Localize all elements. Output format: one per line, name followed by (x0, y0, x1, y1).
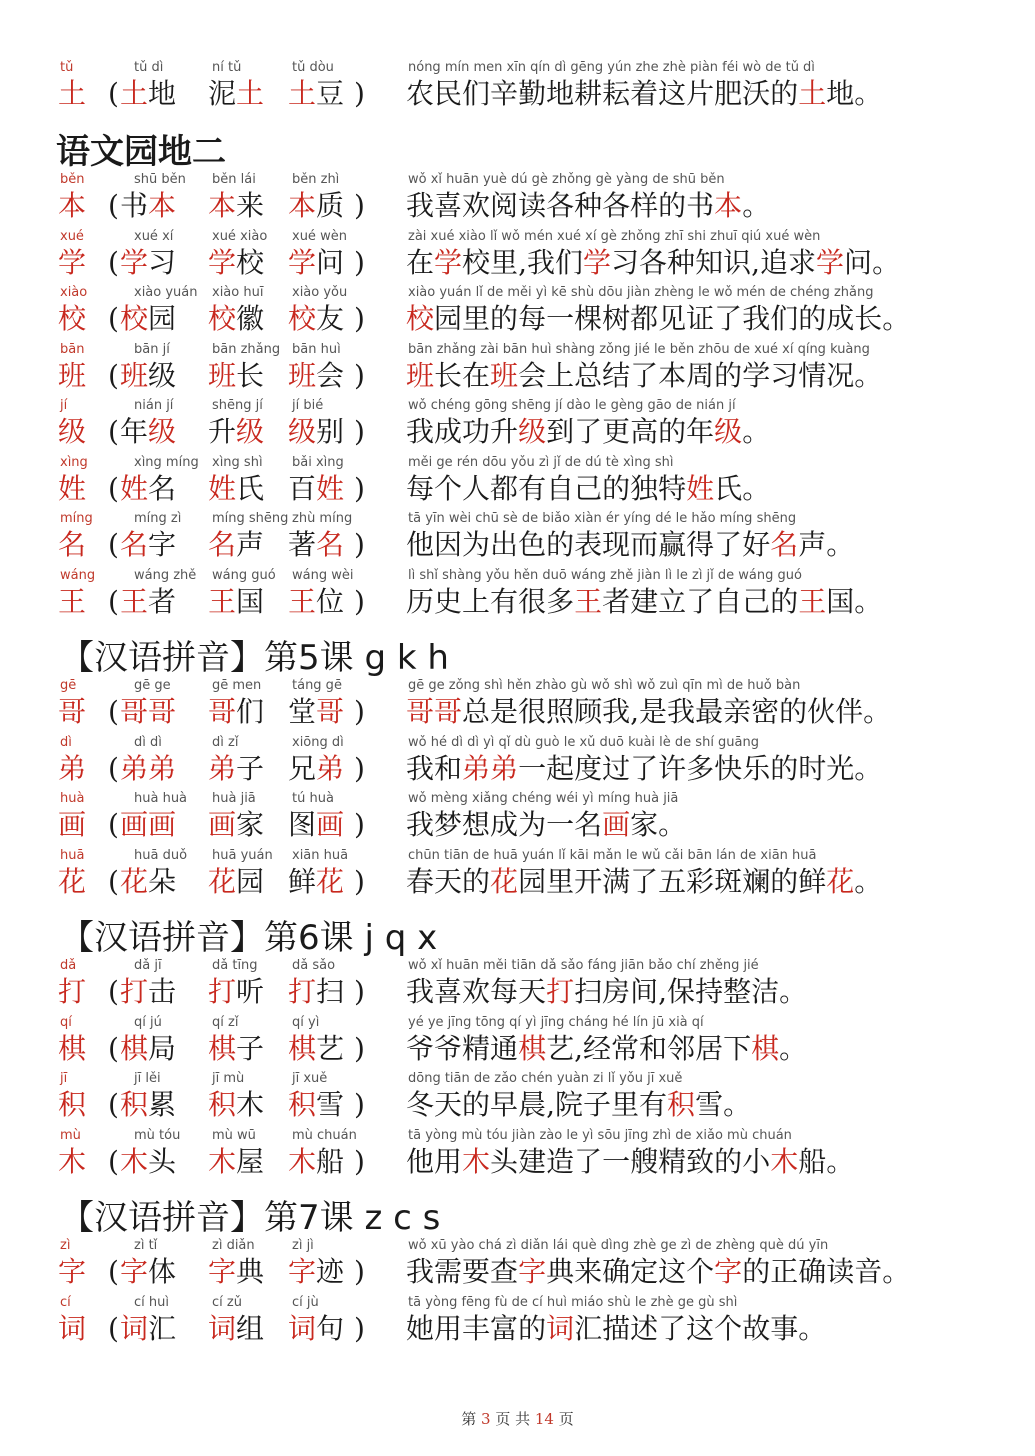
entry-row (56, 1295, 1016, 1351)
word-pinyin: bǎi xìng (292, 454, 344, 470)
word: 王国 (208, 584, 265, 618)
paren-open: ( (108, 751, 119, 785)
word-pinyin: xiào huī (212, 285, 264, 300)
entry-row (56, 229, 1016, 285)
paren-close: ) (354, 528, 365, 561)
word: 鲜花 (288, 864, 345, 898)
char-pinyin: dì (60, 734, 72, 750)
paren-open: ( (108, 1144, 119, 1178)
word-pinyin: huà huà (134, 791, 188, 806)
entry-row (56, 60, 1016, 116)
word: 百姓 (288, 471, 345, 505)
word: 积木 (208, 1088, 265, 1121)
word: 校园 (120, 302, 177, 335)
word: 打扫 (288, 975, 345, 1008)
sentence-pinyin: bān zhǎng zài bān huì shàng zǒng jié le běn zhōu de xué xí qíng kuàng (408, 341, 870, 357)
focus-character: 棋 (58, 1031, 87, 1065)
example-sentence: 爷爷精通棋艺,经常和邻居下棋。 (406, 1031, 808, 1065)
word: 土地 (120, 77, 177, 110)
example-sentence: 冬天的早晨,院子里有积雪。 (406, 1088, 752, 1121)
word-pinyin: bān jí (134, 341, 170, 357)
entry-row (56, 1238, 1016, 1294)
word-pinyin: jī mù (212, 1071, 245, 1086)
word-pinyin: xiào yǒu (292, 285, 348, 300)
word: 木头 (120, 1144, 177, 1178)
word: 字迹 (288, 1255, 345, 1288)
entry-row (56, 568, 1016, 624)
footer-suffix: 页 (558, 1410, 574, 1428)
word-pinyin: xìng míng (134, 454, 199, 470)
word: 班长 (208, 358, 265, 392)
example-sentence: 她用丰富的词汇描述了这个故事。 (406, 1311, 827, 1345)
word-pinyin: xué wèn (292, 228, 347, 244)
paren-open: ( (108, 302, 119, 335)
word-pinyin: dǎ sǎo (292, 958, 336, 973)
sentence-pinyin: nóng mín men xīn qín dì gēng yún zhe zhè piàn féi wò de tǔ dì (408, 60, 815, 75)
char-pinyin: cí (60, 1294, 71, 1310)
word-pinyin: cí zǔ (212, 1294, 242, 1310)
example-sentence: 班长在班会上总结了本周的学习情况。 (406, 358, 883, 392)
sentence-pinyin: wǒ xū yào chá zì diǎn lái què dìng zhè ge zì de zhèng què dú yīn (408, 1238, 829, 1253)
word: 堂哥 (288, 695, 345, 728)
word-pinyin: huā yuán (212, 847, 273, 863)
word: 积累 (120, 1088, 177, 1121)
word-pinyin: qí zǐ (212, 1014, 239, 1030)
paren-close: ) (354, 1088, 365, 1121)
word: 积雪 (288, 1088, 345, 1121)
focus-character: 本 (58, 189, 87, 222)
paren-open: ( (108, 77, 119, 110)
focus-character: 姓 (58, 471, 87, 505)
word: 词汇 (120, 1311, 177, 1345)
word: 学习 (120, 245, 177, 279)
word: 本来 (208, 189, 265, 222)
word-pinyin: huā duǒ (134, 847, 188, 863)
example-sentence: 我需要查字典来确定这个字的正确读音。 (406, 1255, 911, 1288)
entry-row (56, 1071, 1016, 1127)
word-pinyin: tǔ dòu (292, 60, 334, 75)
word: 姓氏 (208, 471, 265, 505)
word-pinyin: jí bié (292, 398, 324, 413)
word: 王位 (288, 584, 345, 618)
word-pinyin: jī lěi (134, 1071, 161, 1086)
word-pinyin: běn lái (212, 172, 256, 187)
word-pinyin: wáng guó (212, 567, 276, 583)
focus-character: 词 (58, 1311, 87, 1345)
section-heading: 【汉语拼音】第5课 g k h (60, 638, 449, 678)
paren-close: ) (354, 245, 365, 279)
focus-character: 班 (58, 358, 87, 392)
example-sentence: 我喜欢每天打扫房间,保持整洁。 (406, 975, 808, 1008)
section-heading: 【汉语拼音】第7课 z c s (60, 1198, 441, 1238)
paren-close: ) (354, 975, 365, 1008)
focus-character: 弟 (58, 751, 87, 785)
char-pinyin: xué (60, 228, 84, 244)
paren-open: ( (108, 471, 119, 505)
word: 棋艺 (288, 1031, 345, 1065)
page-footer (0, 1408, 1035, 1429)
paren-open: ( (108, 245, 119, 279)
example-sentence: 春天的花园里开满了五彩斑斓的鲜花。 (406, 864, 883, 898)
focus-character: 字 (58, 1255, 87, 1288)
paren-open: ( (108, 1255, 119, 1288)
word-pinyin: dì zǐ (212, 734, 239, 750)
sentence-pinyin: wǒ xǐ huān yuè dú gè zhǒng gè yàng de shū běn (408, 172, 725, 187)
paren-close: ) (354, 1255, 365, 1288)
char-pinyin: huā (60, 847, 85, 863)
entry-row (56, 848, 1016, 904)
word-pinyin: gē ge (134, 678, 171, 693)
word: 棋子 (208, 1031, 265, 1065)
word: 土豆 (288, 77, 345, 110)
word-pinyin: běn zhì (292, 172, 340, 187)
word-pinyin: tǔ dì (134, 60, 164, 75)
example-sentence: 我和弟弟一起度过了许多快乐的时光。 (406, 751, 883, 785)
word-pinyin: dǎ jī (134, 958, 162, 973)
section-heading: 语文园地二 (56, 132, 226, 172)
word: 花园 (208, 864, 265, 898)
sentence-pinyin: chūn tiān de huā yuán lǐ kāi mǎn le wǔ cǎi bān lán de xiān huā (408, 847, 817, 863)
focus-character: 王 (58, 584, 87, 618)
sentence-pinyin: tā yòng mù tóu jiàn zào le yì sōu jīng zhì de xiǎo mù chuán (408, 1127, 792, 1143)
example-sentence: 历史上有很多王者建立了自己的王国。 (406, 584, 883, 618)
word: 王者 (120, 584, 177, 618)
focus-character: 土 (58, 77, 87, 110)
focus-character: 打 (58, 975, 87, 1008)
entry-row (56, 791, 1016, 847)
word: 词组 (208, 1311, 265, 1345)
word-pinyin: shū běn (134, 172, 186, 187)
word-pinyin: mù chuán (292, 1127, 357, 1143)
word: 哥哥 (120, 695, 177, 728)
char-pinyin: xiào (60, 285, 88, 300)
paren-open: ( (108, 528, 119, 561)
word-pinyin: táng gē (292, 678, 342, 693)
paren-open: ( (108, 358, 119, 392)
char-pinyin: dǎ (60, 958, 77, 973)
paren-close: ) (354, 77, 365, 110)
word-pinyin: cí huì (134, 1294, 169, 1310)
paren-open: ( (108, 415, 119, 448)
char-pinyin: mù (60, 1127, 81, 1143)
paren-close: ) (354, 584, 365, 618)
focus-character: 画 (58, 808, 87, 841)
char-pinyin: bān (60, 341, 85, 357)
entry-row (56, 958, 1016, 1014)
word-pinyin: wáng wèi (292, 567, 354, 583)
paren-close: ) (354, 415, 365, 448)
word-pinyin: xué xiào (212, 228, 268, 244)
char-pinyin: jí (60, 398, 68, 413)
char-pinyin: jī (60, 1071, 68, 1086)
sentence-pinyin: dōng tiān de zǎo chén yuàn zi lǐ yǒu jī xuě (408, 1071, 683, 1086)
paren-open: ( (108, 189, 119, 222)
footer-middle: 页 共 (495, 1410, 531, 1428)
word: 弟子 (208, 751, 265, 785)
word-pinyin: tú huà (292, 791, 334, 806)
example-sentence: 校园里的每一棵树都见证了我们的成长。 (406, 302, 911, 335)
sentence-pinyin: wǒ mèng xiǎng chéng wéi yì míng huà jiā (408, 791, 679, 806)
paren-close: ) (354, 1144, 365, 1178)
example-sentence: 我梦想成为一名画家。 (406, 808, 687, 841)
word-pinyin: gē men (212, 678, 262, 693)
word: 级别 (288, 415, 345, 448)
paren-close: ) (354, 302, 365, 335)
example-sentence: 农民们辛勤地耕耘着这片肥沃的土地。 (406, 77, 883, 110)
word: 学校 (208, 245, 265, 279)
word: 木屋 (208, 1144, 265, 1178)
word: 打击 (120, 975, 177, 1008)
paren-open: ( (108, 808, 119, 841)
word: 著名 (288, 528, 345, 561)
paren-close: ) (354, 808, 365, 841)
word-pinyin: zhù míng (292, 511, 353, 526)
word-pinyin: zì diǎn (212, 1238, 255, 1253)
word: 画家 (208, 808, 265, 841)
paren-close: ) (354, 189, 365, 222)
sentence-pinyin: zài xué xiào lǐ wǒ mén xué xí gè zhǒng zhī shi zhuī qiú xué wèn (408, 228, 821, 244)
sentence-pinyin: tā yīn wèi chū sè de biǎo xiàn ér yíng dé le hǎo míng shēng (408, 511, 797, 526)
entry-row (56, 511, 1016, 567)
word: 字体 (120, 1255, 177, 1288)
paren-open: ( (108, 975, 119, 1008)
paren-open: ( (108, 695, 119, 728)
word: 打听 (208, 975, 265, 1008)
word-pinyin: xiān huā (292, 847, 349, 863)
example-sentence: 我成功升级到了更高的年级。 (406, 415, 771, 448)
example-sentence: 每个人都有自己的独特姓氏。 (406, 471, 771, 505)
char-pinyin: wáng (60, 567, 96, 583)
entry-row (56, 342, 1016, 398)
paren-close: ) (354, 471, 365, 505)
word-pinyin: mù wū (212, 1127, 256, 1143)
word-pinyin: nián jí (134, 398, 174, 413)
word: 年级 (120, 415, 177, 448)
word: 棋局 (120, 1031, 177, 1065)
char-pinyin: qí (60, 1014, 72, 1030)
sentence-pinyin: wǒ xǐ huān měi tiān dǎ sǎo fáng jiān bǎo chí zhěng jié (408, 958, 759, 973)
char-pinyin: zì (60, 1238, 71, 1253)
word: 弟弟 (120, 751, 177, 785)
sentence-pinyin: xiào yuán lǐ de měi yì kē shù dōu jiàn zhèng le wǒ mén de chéng zhǎng (408, 285, 874, 300)
word: 校徽 (208, 302, 265, 335)
word: 字典 (208, 1255, 265, 1288)
focus-character: 名 (58, 528, 87, 561)
paren-close: ) (354, 1031, 365, 1065)
paren-open: ( (108, 1088, 119, 1121)
word: 本质 (288, 189, 345, 222)
paren-close: ) (354, 695, 365, 728)
char-pinyin: tǔ (60, 60, 74, 75)
char-pinyin: běn (60, 172, 85, 187)
word-pinyin: xué xí (134, 228, 174, 244)
sentence-pinyin: lì shǐ shàng yǒu hěn duō wáng zhě jiàn lì le zì jǐ de wáng guó (408, 567, 802, 583)
paren-open: ( (108, 864, 119, 898)
example-sentence: 在学校里,我们学习各种知识,追求学问。 (406, 245, 901, 279)
example-sentence: 他用木头建造了一艘精致的小木船。 (406, 1144, 855, 1178)
word-pinyin: xiōng dì (292, 734, 344, 750)
word-pinyin: xiào yuán (134, 285, 198, 300)
char-pinyin: gē (60, 678, 77, 693)
word: 词句 (288, 1311, 345, 1345)
focus-character: 积 (58, 1088, 87, 1121)
word: 姓名 (120, 471, 177, 505)
word-pinyin: míng shēng (212, 511, 289, 526)
word: 兄弟 (288, 751, 345, 785)
example-sentence: 我喜欢阅读各种各样的书本。 (406, 189, 771, 222)
char-pinyin: míng (60, 511, 93, 526)
word: 名声 (208, 528, 265, 561)
entry-row (56, 735, 1016, 791)
word-pinyin: qí yì (292, 1014, 320, 1030)
word-pinyin: huà jiā (212, 791, 256, 806)
sentence-pinyin: yé ye jīng tōng qí yì jīng cháng hé lín jū xià qí (408, 1014, 704, 1030)
word: 泥土 (208, 77, 265, 110)
word-pinyin: jī xuě (292, 1071, 328, 1086)
focus-character: 木 (58, 1144, 87, 1178)
footer-prefix: 第 (461, 1410, 477, 1428)
word-pinyin: bān zhǎng (212, 341, 281, 357)
char-pinyin: huà (60, 791, 85, 806)
sentence-pinyin: měi ge rén dōu yǒu zì jǐ de dú tè xìng shì (408, 454, 674, 470)
word-pinyin: dì dì (134, 734, 162, 750)
word: 升级 (208, 415, 265, 448)
word-pinyin: qí jú (134, 1014, 162, 1030)
word-pinyin: shēng jí (212, 398, 263, 413)
paren-close: ) (354, 1311, 365, 1345)
focus-character: 学 (58, 245, 87, 279)
entry-row (56, 172, 1016, 228)
entry-row (56, 398, 1016, 454)
word-pinyin: míng zì (134, 511, 182, 526)
word-pinyin: zì tǐ (134, 1238, 158, 1253)
focus-character: 级 (58, 415, 87, 448)
entry-row (56, 455, 1016, 511)
sentence-pinyin: gē ge zǒng shì hěn zhào gù wǒ shì wǒ zuì qīn mì de huǒ bàn (408, 678, 801, 693)
paren-open: ( (108, 584, 119, 618)
focus-character: 花 (58, 864, 87, 898)
word: 哥们 (208, 695, 265, 728)
word: 画画 (120, 808, 177, 841)
word-pinyin: xìng shì (212, 454, 263, 470)
paren-open: ( (108, 1311, 119, 1345)
focus-character: 哥 (58, 695, 87, 728)
word: 名字 (120, 528, 177, 561)
entry-row (56, 1128, 1016, 1184)
paren-open: ( (108, 1031, 119, 1065)
entry-row (56, 678, 1016, 734)
paren-close: ) (354, 864, 365, 898)
char-pinyin: xìng (60, 454, 88, 470)
paren-close: ) (354, 358, 365, 392)
word-pinyin: dǎ tīng (212, 958, 258, 973)
word: 学问 (288, 245, 345, 279)
word: 木船 (288, 1144, 345, 1178)
sentence-pinyin: wǒ chéng gōng shēng jí dào le gèng gāo de nián jí (408, 398, 736, 413)
focus-character: 校 (58, 302, 87, 335)
sentence-pinyin: tā yòng fēng fù de cí huì miáo shù le zhè ge gù shì (408, 1294, 738, 1310)
word-pinyin: ní tǔ (212, 60, 242, 75)
entry-row (56, 1015, 1016, 1071)
section-heading: 【汉语拼音】第6课 j q x (60, 918, 438, 958)
paren-close: ) (354, 751, 365, 785)
footer-page-number: 3 (481, 1410, 491, 1428)
word: 书本 (120, 189, 177, 222)
entry-row (56, 285, 1016, 341)
word: 校友 (288, 302, 345, 335)
sentence-pinyin: wǒ hé dì dì yì qǐ dù guò le xǔ duō kuài lè de shí guāng (408, 734, 760, 750)
word: 班会 (288, 358, 345, 392)
word: 花朵 (120, 864, 177, 898)
word-pinyin: zì jì (292, 1238, 314, 1253)
footer-total-pages: 14 (534, 1410, 554, 1428)
word-pinyin: bān huì (292, 341, 341, 357)
word: 图画 (288, 808, 345, 841)
example-sentence: 他因为出色的表现而赢得了好名声。 (406, 528, 855, 561)
word-pinyin: cí jù (292, 1294, 319, 1310)
word-pinyin: mù tóu (134, 1127, 181, 1143)
example-sentence: 哥哥总是很照顾我,是我最亲密的伙伴。 (406, 695, 892, 728)
word-pinyin: wáng zhě (134, 567, 197, 583)
word: 班级 (120, 358, 177, 392)
